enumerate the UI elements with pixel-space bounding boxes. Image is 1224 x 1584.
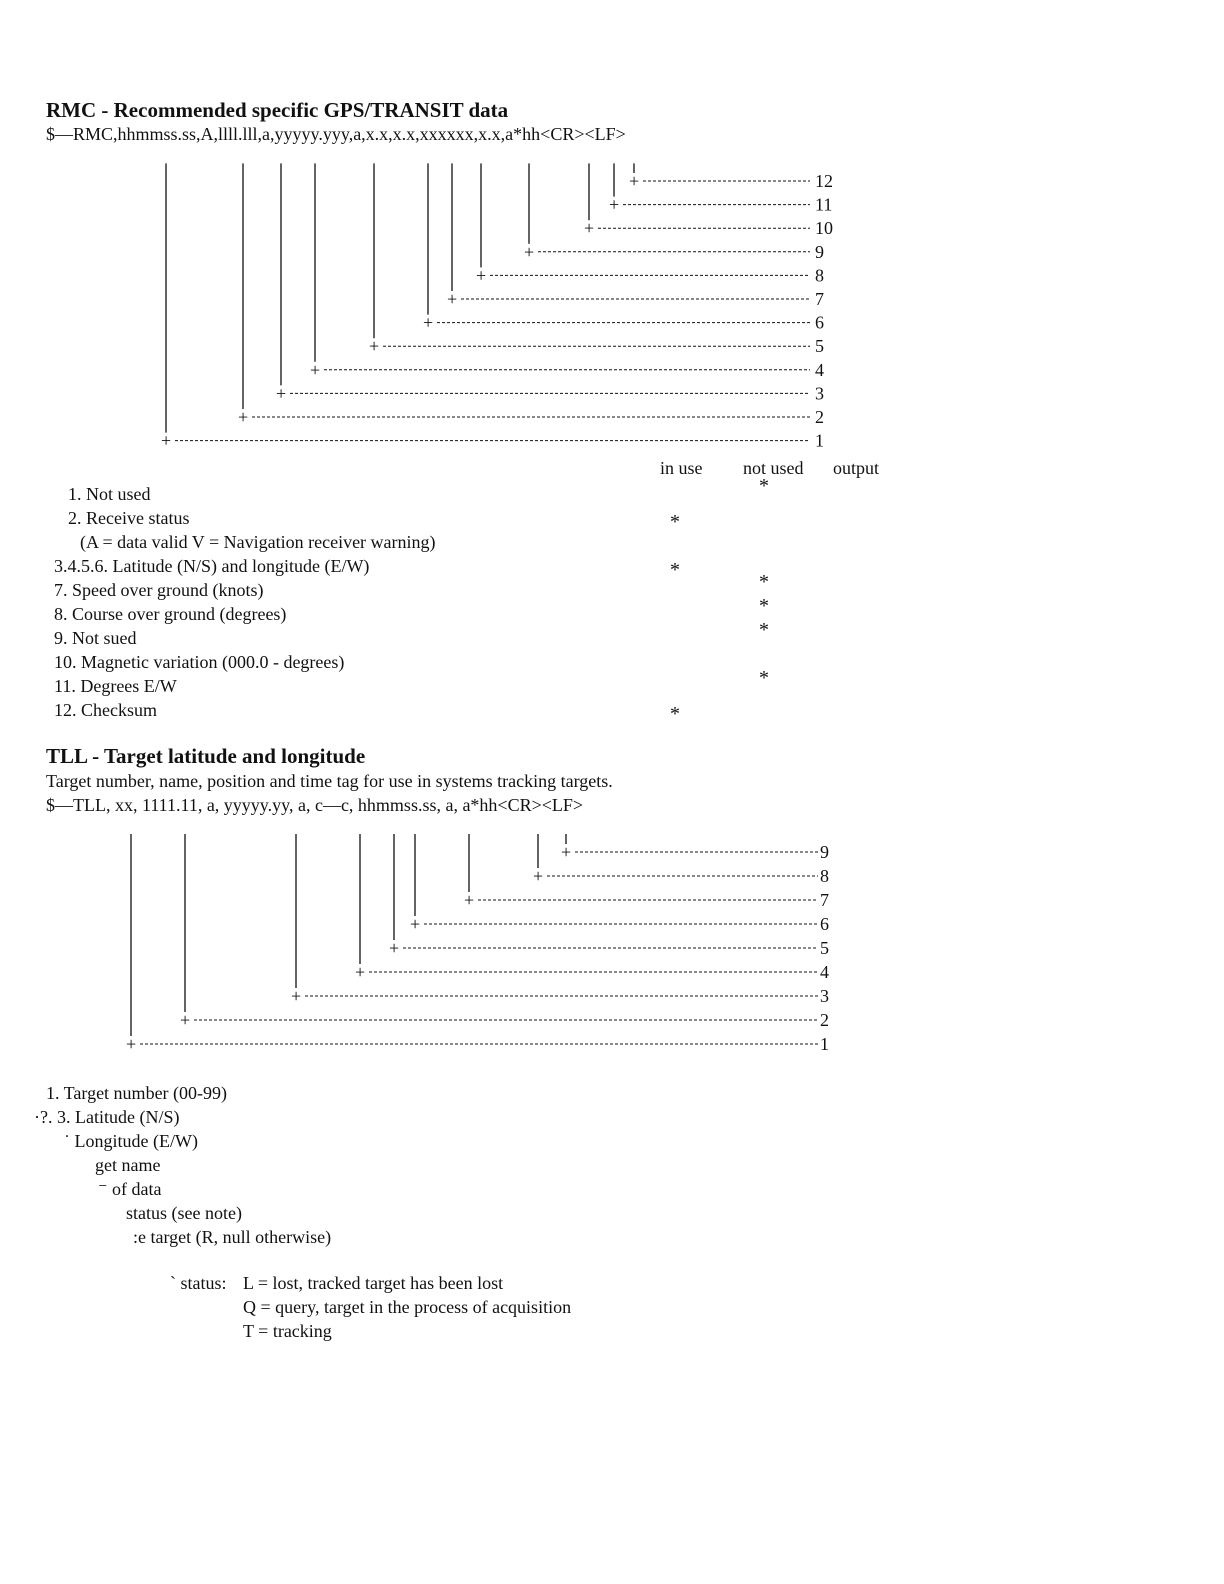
tll-field-item: ⁻ of data: [98, 1179, 162, 1199]
rmc-junction: +: [369, 336, 380, 357]
rmc-field-number: 4: [815, 359, 824, 380]
tll-note-line: T = tracking: [243, 1321, 332, 1341]
rmc-column-not-used: not used: [743, 458, 804, 478]
tll-field-number: 9: [820, 842, 829, 862]
tll-field-number: 2: [820, 1010, 829, 1030]
rmc-not-used-mark: *: [759, 475, 769, 497]
rmc-junction: +: [524, 241, 535, 262]
rmc-not-used-mark: *: [759, 619, 769, 641]
rmc-column-output: output: [833, 458, 880, 478]
rmc-title: RMC - Recommended specific GPS/TRANSIT data: [46, 98, 509, 122]
rmc-field-item: 7. Speed over ground (knots): [54, 580, 264, 600]
tll-sentence: $—TLL, xx, 1111.11, a, yyyyy.yy, a, c—c, hhmmss.ss, a, a*hh<CR><LF>: [46, 795, 584, 815]
rmc-junction: +: [238, 407, 249, 427]
rmc-field-item: 9. Not sued: [54, 628, 137, 648]
rmc-column-in-use: in use: [660, 458, 703, 478]
rmc-field-item: 10. Magnetic variation (000.0 - degrees): [54, 652, 345, 672]
rmc-field-number: 3: [815, 383, 824, 404]
rmc-field-item: (A = data valid V = Navigation receiver warning): [80, 532, 436, 552]
rmc-field-number: 5: [815, 336, 824, 357]
tll-junction: +: [389, 938, 400, 958]
rmc-field-number: 8: [815, 265, 824, 286]
rmc-junction: +: [276, 383, 287, 404]
tll-junction: +: [410, 914, 421, 934]
rmc-field-item: 2. Receive status: [68, 508, 190, 528]
tll-field-number: 7: [820, 890, 829, 910]
rmc-field-number: 1: [815, 430, 824, 451]
tll-junction: +: [126, 1034, 137, 1054]
rmc-field-number: 10: [815, 218, 833, 239]
tll-field-item: status (see note): [126, 1203, 242, 1223]
rmc-junction: +: [609, 194, 620, 215]
rmc-in-use-mark: *: [670, 703, 680, 725]
tll-field-number: 8: [820, 866, 829, 886]
tll-title: TLL - Target latitude and longitude: [46, 744, 366, 768]
rmc-field-diagram: [0, 146, 900, 466]
tll-field-item: 1. Target number (00-99): [46, 1083, 228, 1103]
rmc-junction: +: [629, 171, 640, 191]
rmc-junction: +: [310, 359, 321, 380]
rmc-field-item: 1. Not used: [68, 484, 151, 504]
tll-junction: +: [464, 890, 475, 910]
tll-field-number: 3: [820, 986, 829, 1006]
tll-junction: +: [355, 962, 366, 982]
rmc-in-use-mark: *: [670, 511, 680, 533]
rmc-junction: +: [584, 218, 595, 239]
rmc-field-number: 6: [815, 312, 824, 333]
rmc-field-number: 9: [815, 241, 824, 262]
tll-field-number: 6: [820, 914, 829, 934]
rmc-field-number: 11: [815, 194, 833, 215]
rmc-not-used-mark: *: [759, 595, 769, 617]
tll-field-item: :e target (R, null otherwise): [133, 1227, 332, 1247]
tll-field-item: ˙ Longitude (E/W): [64, 1131, 198, 1151]
tll-junction: +: [561, 842, 572, 862]
rmc-field-item: 8. Course over ground (degrees): [54, 604, 287, 624]
rmc-not-used-mark: *: [759, 571, 769, 593]
tll-junction: +: [180, 1010, 191, 1030]
tll-field-item: get name: [95, 1155, 161, 1175]
rmc-sentence: $—RMC,hhmmss.ss,A,llll.lll,a,yyyyy.yyy,a,x.x,x.x,xxxxxx,x.x,a*hh<CR><LF>: [46, 124, 626, 144]
rmc-not-used-mark: *: [759, 667, 769, 689]
tll-junction: +: [533, 866, 544, 886]
tll-field-number: 5: [820, 938, 829, 958]
tll-note-line: Q = query, target in the process of acquisition: [243, 1297, 572, 1317]
tll-field-number: 1: [820, 1034, 829, 1054]
rmc-junction: +: [447, 289, 458, 309]
tll-field-diagram: [0, 815, 900, 1065]
tll-field-number: 4: [820, 962, 829, 982]
rmc-junction: +: [476, 265, 487, 286]
rmc-junction: +: [161, 430, 172, 451]
tll-field-item: ·?. 3. Latitude (N/S): [34, 1107, 180, 1127]
tll-junction: +: [291, 986, 302, 1006]
tll-note-label: ˋ status:: [170, 1273, 227, 1293]
tll-description: Target number, name, position and time tag for use in systems tracking targets.: [46, 771, 613, 791]
tll-note-line: L = lost, tracked target has been lost: [243, 1273, 504, 1293]
rmc-field-item: 11. Degrees E/W: [54, 676, 177, 696]
rmc-field-number: 2: [815, 407, 824, 427]
rmc-field-item: 12. Checksum: [54, 700, 157, 720]
rmc-field-number: 7: [815, 289, 824, 309]
rmc-in-use-mark: *: [670, 559, 680, 581]
rmc-field-number: 12: [815, 171, 833, 191]
rmc-field-item: 3.4.5.6. Latitude (N/S) and longitude (E/W): [54, 556, 370, 576]
rmc-junction: +: [423, 312, 434, 333]
